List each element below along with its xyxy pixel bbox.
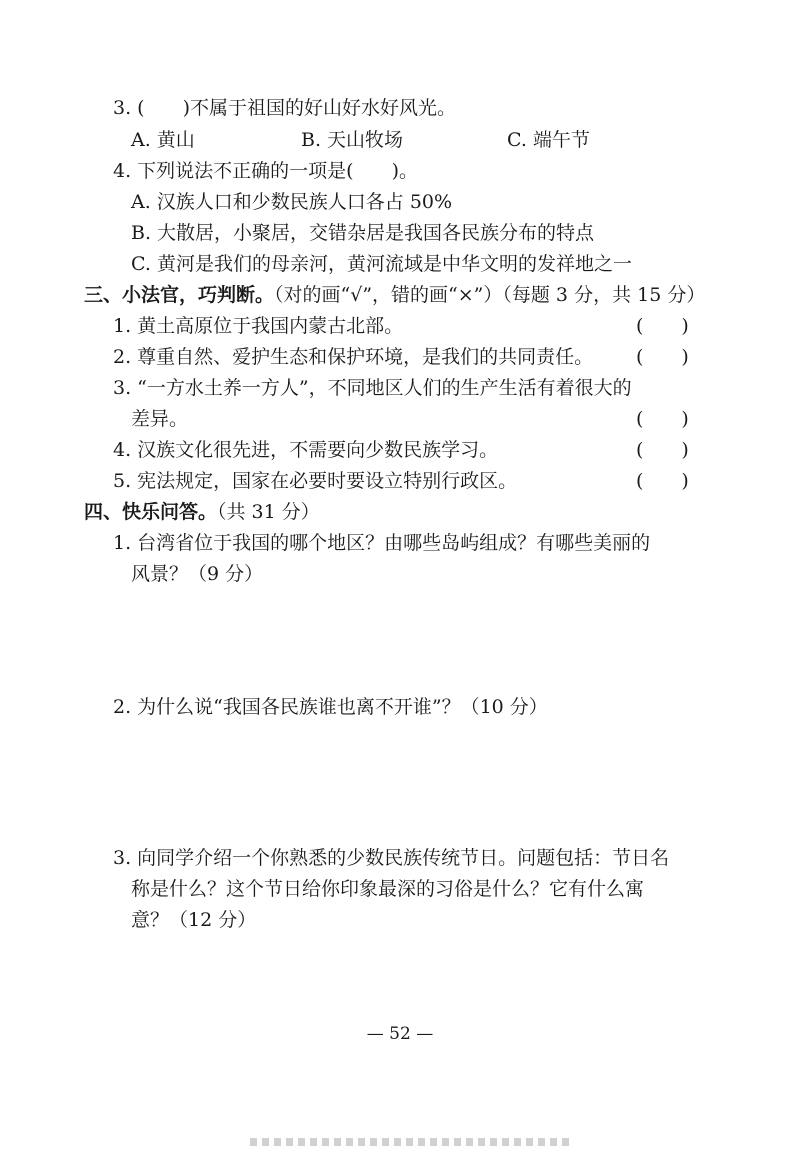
question-3-text: 3. ( )不属于祖国的好山好水好风光。: [113, 97, 456, 119]
judge-item-3-continued: 差异。: [131, 408, 189, 430]
question-4-option-b: B. 大散居，小聚居，交错杂居是我国各民族分布的特点: [131, 222, 595, 244]
answer-question-1-line-2: 风景？（9 分）: [131, 563, 264, 585]
answer-question-2: 2. 为什么说“我国各民族谁也离不开谁”？（10 分）: [113, 696, 548, 718]
judge-item-5: 5. 宪法规定，国家在必要时要设立特别行政区。: [113, 470, 518, 492]
answer-question-1-line-1: 1. 台湾省位于我国的哪个地区？由哪些岛屿组成？有哪些美丽的: [113, 532, 651, 554]
judge-item-1: 1. 黄土高原位于我国内蒙古北部。: [113, 315, 404, 337]
section-4-note: （共 31 分）: [217, 501, 320, 523]
section-4-title: 四、快乐问答。: [84, 501, 218, 523]
page-number: — 52 —: [366, 1024, 434, 1044]
judge-answer-blank-4[interactable]: ( ): [636, 439, 689, 461]
section-3-title: 三、小法官，巧判断。: [84, 284, 275, 306]
footer-faded-text: [250, 1138, 570, 1146]
judge-answer-blank-2[interactable]: ( ): [636, 346, 689, 368]
judge-answer-blank-3[interactable]: ( ): [636, 408, 689, 430]
question-4-option-c: C. 黄河是我们的母亲河，黄河流域是中华文明的发祥地之一: [131, 253, 632, 275]
judge-answer-blank-5[interactable]: ( ): [636, 470, 689, 492]
question-4-option-a: A. 汉族人口和少数民族人口各占 50%: [131, 191, 453, 213]
judge-item-4: 4. 汉族文化很先进，不需要向少数民族学习。: [113, 439, 499, 461]
question-3-option-b: B. 天山牧场: [301, 129, 404, 151]
judge-item-2: 2. 尊重自然、爱护生态和保护环境，是我们的共同责任。: [113, 346, 594, 368]
answer-question-3-line-1: 3. 向同学介绍一个你熟悉的少数民族传统节日。问题包括：节日名: [113, 847, 670, 869]
question-4-text: 4. 下列说法不正确的一项是( )。: [113, 160, 418, 182]
answer-question-3-line-2: 称是什么？这个节日给你印象最深的习俗是什么？它有什么寓: [131, 878, 645, 900]
section-3-note: （对的画“√”，错的画“×”）（每题 3 分，共 15 分）: [274, 284, 706, 306]
section-4-header: [84, 498, 320, 526]
answer-question-3-line-3: 意？（12 分）: [131, 909, 257, 931]
question-3-option-a: A. 黄山: [131, 129, 195, 151]
section-3-header: [84, 281, 705, 309]
judge-answer-blank-1[interactable]: ( ): [636, 315, 689, 337]
question-3-option-c: C. 端午节: [507, 129, 590, 151]
judge-item-3: 3. “一方水土养一方人”，不同地区人们的生产生活有着很大的: [113, 377, 632, 399]
